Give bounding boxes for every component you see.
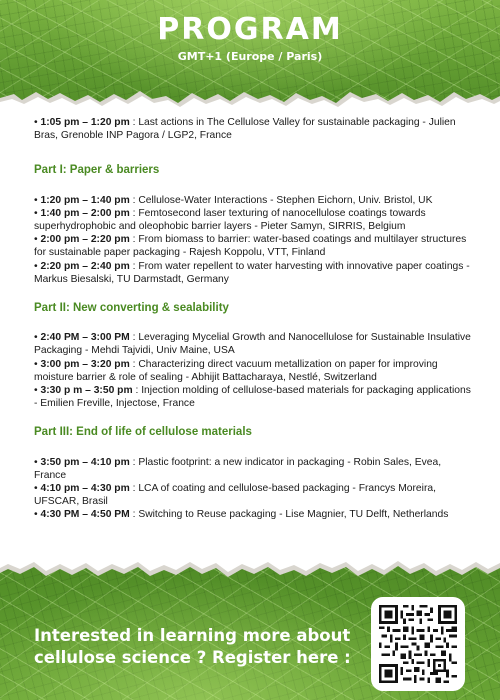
session-time: 2:40 PM – 3:00 PM xyxy=(40,332,130,344)
session-item: • 1:20 pm – 1:40 pm : Cellulose-Water Interactions - Stephen Eichorn, Univ. Bristol, UK xyxy=(34,194,433,206)
part-1 xyxy=(34,164,474,286)
session-item: • 2:00 pm – 2:20 pm : From biomass to barrier: water-based coatings and multilayer structures for sustainable paper packaging - Rajesh Koppolu, VTT, Finland xyxy=(34,234,467,259)
session-item: • 1:40 pm – 2:00 pm : Femtosecond laser texturing of nanocellulose coatings towards superhydrophobic and oleophobic barrier layers - Pieter Samyn, SIRRIS, Belgium xyxy=(34,207,426,233)
session-time: 4:10 pm – 4:30 pm xyxy=(40,483,130,495)
session-text: : Plastic footprint: a new indicator in packaging - Robin Sales, Evea, France xyxy=(34,456,442,481)
session-time: 4:30 PM – 4:50 PM xyxy=(40,509,130,521)
session-item: • 3:50 pm – 4:10 pm : Plastic footprint: a new indicator in packaging - Robin Sales, Evea, France xyxy=(34,456,442,481)
part-3 xyxy=(34,426,474,521)
part-2-heading: Part II: New converting & sealability xyxy=(34,302,229,315)
session-item: • 2:20 pm – 2:40 pm : From water repellent to water harvesting with innovative paper coatings - Markus Biesalski, TU Darmstadt, Germany xyxy=(34,260,470,285)
session-time: 2:00 pm – 2:20 pm xyxy=(40,234,130,246)
session-item: • 4:30 PM – 4:50 PM : Switching to Reuse packaging - Lise Magnier, TU Delft, Netherlands xyxy=(34,509,449,521)
program-content xyxy=(34,116,474,538)
session-text: : Leveraging Mycelial Growth and Nanocellulose for Sustainable Insulative Packaging - Mehdi Tajvidi, Univ Maine, USA xyxy=(34,332,471,357)
session-text: : LCA of coating and cellulose-based packaging - Francys Moreira, UFSCAR, Brasil xyxy=(34,483,436,508)
session-item: • 2:40 PM – 3:00 PM : Leveraging Mycelial Growth and Nanocellulose for Sustainable Insulative Packaging - Mehdi Tajvidi, Univ Maine, USA xyxy=(34,332,471,357)
session-time: 3:50 pm – 4:10 pm xyxy=(40,456,130,468)
register-call-to-action: Interested in learning more about cellulose science ? Register here : xyxy=(34,626,351,667)
registration-qr-code[interactable] xyxy=(371,597,465,691)
part-3-heading: Part III: End of life of cellulose materials xyxy=(34,426,252,439)
torn-paper-top-edge xyxy=(0,84,500,120)
session-item: • 4:10 pm – 4:30 pm : LCA of coating and cellulose-based packaging - Francys Moreira, UFSCAR, Brasil xyxy=(34,483,436,508)
session-text: : Characterizing direct vacuum metallization on paper for improving moisture barrier & role of sealing - Abhijit Battacharaya, Nestlé, Switzerland xyxy=(34,358,438,383)
qr-code-icon xyxy=(379,605,457,683)
page-title: PROGRAM xyxy=(157,12,343,47)
torn-paper-bottom-edge xyxy=(0,548,500,582)
session-item: • 3:00 pm – 3:20 pm : Characterizing direct vacuum metallization on paper for improving moisture barrier & role of sealing - Abhijit Battacharaya, Nestlé, Switzerland xyxy=(34,358,438,383)
session-item: • 3:30 p m – 3:50 pm : Injection molding of cellulose-based materials for packaging applications - Emilien Freville, Injectose, France xyxy=(34,385,471,410)
session-text: : Switching to Reuse packaging - Lise Magnier, TU Delft, Netherlands xyxy=(129,509,449,521)
session-time: 2:20 pm – 2:40 pm xyxy=(40,260,130,272)
session-text: : Femtosecond laser texturing of nanocellulose coatings towards superhydrophobic and oleophobic barrier layers - Pieter Samyn, SIRRIS, Belgium xyxy=(34,207,426,233)
session-text: : Cellulose-Water Interactions - Stephen Eichorn, Univ. Bristol, UK xyxy=(129,194,433,206)
session-time: 3:00 pm – 3:20 pm xyxy=(40,358,130,370)
session-time: 3:30 p m – 3:50 pm xyxy=(40,385,133,397)
session-text: : Injection molding of cellulose-based materials for packaging applications - Emilien Freville, Injectose, France xyxy=(34,385,471,410)
session-time: 1:20 pm – 1:40 pm xyxy=(40,194,130,206)
session-text: : Last actions in The Cellulose Valley for sustainable packaging - Julien Bras, Grenoble INP Pagora / LGP2, France xyxy=(34,117,456,142)
session-time: 1:05 pm – 1:20 pm xyxy=(40,117,130,128)
part-1-heading: Part I: Paper & barriers xyxy=(34,164,160,177)
session-text: : From biomass to barrier: water-based coatings and multilayer structures for sustainable paper packaging - Rajesh Koppolu, VTT, Finland xyxy=(34,234,467,259)
session-text: : From water repellent to water harvesting with innovative paper coatings - Markus Biesalski, TU Darmstadt, Germany xyxy=(34,260,470,285)
timezone-subtitle: GMT+1 (Europe / Paris) xyxy=(177,50,323,63)
intro-session: • 1:05 pm – 1:20 pm : Last actions in The Cellulose Valley for sustainable packaging - Julien Bras, Grenoble INP Pagora / LGP2, France xyxy=(34,117,456,142)
part-2 xyxy=(34,302,474,410)
session-time: 1:40 pm – 2:00 pm xyxy=(40,207,130,219)
